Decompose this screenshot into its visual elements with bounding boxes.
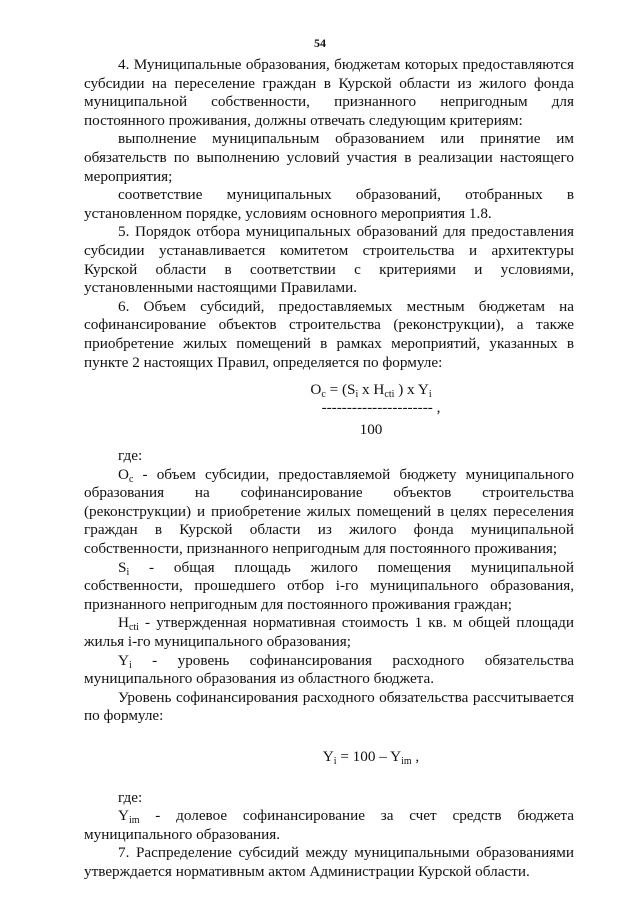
- formula-text: ,: [411, 748, 420, 765]
- formula-denominator: 100: [359, 421, 383, 439]
- definition-si: [84, 559, 574, 615]
- where-label: где:: [118, 447, 143, 465]
- item-4-criterion-2: соответствие муниципальных образований, отобранных в установленном порядке, условиям основного мероприятия 1.8.: [84, 186, 574, 222]
- page-number: 54: [314, 36, 326, 50]
- definition-text: - общая площадь жилого помещения муниципальной собственности, прошедшего отбор i-го муниципального образования, признанного непригодным для постоянного проживания граждан;: [84, 558, 574, 613]
- formula-text: x H: [358, 381, 385, 399]
- formula-subscript: cti: [384, 389, 395, 401]
- definition-symbol: H: [118, 614, 129, 632]
- formula-subscript: c: [321, 389, 326, 401]
- definition-text: - утвержденная нормативная стоимость 1 кв. м общей площади жилья i-го муниципального образования;: [84, 614, 574, 651]
- definition-yi: [84, 652, 574, 689]
- definition-subscript: im: [128, 815, 140, 827]
- formula-text: ) x Y: [394, 381, 429, 399]
- definition-oc: [84, 466, 574, 559]
- subsidy-formula: [84, 381, 574, 439]
- definition-text: - долевое софинансирование за счет средств бюджета муниципального образования.: [84, 807, 574, 843]
- item-6: 6. Объем субсидий, предоставляемых местным бюджетам на софинансирование объектов строительства (реконструкции), а также приобретение жилых помещений в рамках мероприятий, указанных в пункте 2 настоящих Правил, определяется по формуле:: [84, 297, 574, 371]
- item-5: 5. Порядок отбора муниципальных образований для предоставления субсидии устанавливается комитетом строительства и архитектуры Курской области в соответствии с критериями и условиями, установленными настоящими Правилами.: [84, 223, 574, 297]
- formula-symbol: Y: [322, 748, 334, 765]
- document-body: [84, 56, 574, 882]
- level-text: Уровень софинансирования расходного обязательства рассчитывается по формуле:: [84, 688, 574, 725]
- formula-subscript: i: [355, 389, 359, 401]
- formula-subscript: i: [333, 756, 337, 767]
- cofinancing-formula: [84, 748, 574, 767]
- definition-text: - уровень софинансирования расходного обязательства муниципального образования из областного бюджета.: [84, 651, 574, 688]
- item-4-criterion-1: выполнение муниципальным образованием или принятие им обязательств по выполнению условий участия в реализации настоящего мероприятия;: [84, 130, 574, 185]
- definition-subscript: c: [128, 473, 134, 485]
- definition-yim: [84, 807, 574, 844]
- formula-text: = 100 – Y: [336, 748, 402, 765]
- definition-subscript: i: [128, 659, 132, 671]
- definition-hcti: [84, 614, 574, 651]
- definition-symbol: Y: [118, 807, 129, 825]
- definition-symbol: S: [118, 558, 127, 576]
- formula-text: = (S: [325, 381, 356, 399]
- definition-symbol: O: [118, 465, 129, 483]
- formula-subscript: i: [428, 389, 432, 401]
- where-label: где:: [118, 788, 143, 806]
- definition-symbol: Y: [118, 651, 129, 669]
- formula-symbol: O: [310, 381, 322, 399]
- definition-subscript: cti: [128, 622, 139, 634]
- item-4-intro: 4. Муниципальные образования, бюджетам которых предоставляются субсидии на переселение граждан в Курской области из жилого фонда муниципальной собственности, признанного непригодным для постоянного проживания, должны отвечать следующим критериям:: [84, 56, 574, 129]
- formula-numerator: [84, 381, 574, 399]
- formula-subscript: im: [401, 756, 412, 767]
- item-7: 7. Распределение субсидий между муниципальными образованиями утверждается нормативным актом Администрации Курской области.: [84, 844, 574, 880]
- definition-text: - объем субсидии, предоставляемой бюджету муниципального образования на софинансирование объектов строительства (реконструкции) и приобретение жилых помещений в целях переселения граждан в Курской области из жилого фонда муниципальной собственности, признанного непригодным для постоянного проживания;: [84, 465, 574, 558]
- formula-fraction-line: ---------------------- ,: [321, 399, 441, 417]
- definition-subscript: i: [126, 566, 130, 578]
